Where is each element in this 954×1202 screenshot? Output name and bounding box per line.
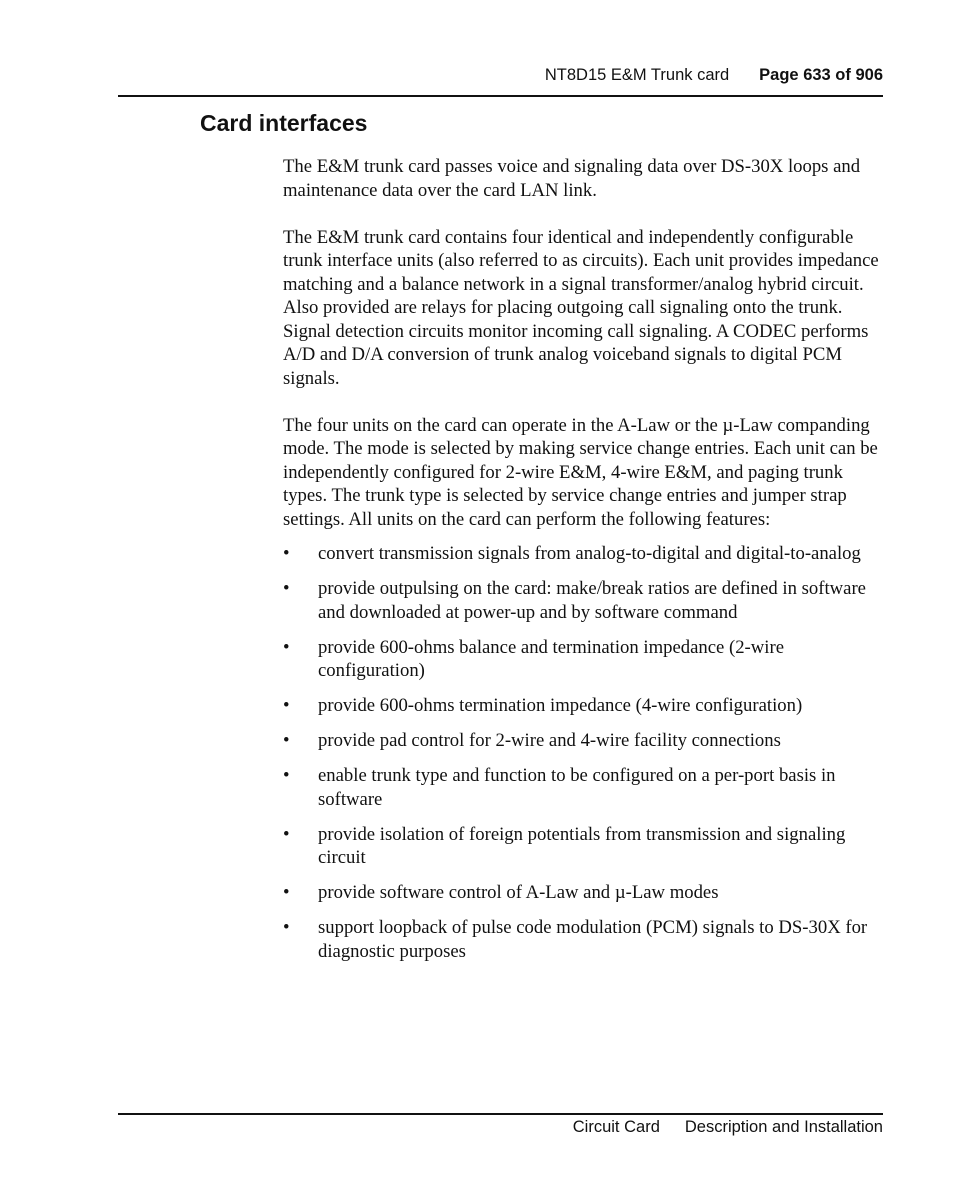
- list-item-text: provide 600-ohms termination impedance (4-wire configuration): [318, 695, 803, 716]
- list-item-text: enable trunk type and function to be configured on a per-port basis in software: [318, 765, 836, 810]
- footer-title: Description and Installation: [684, 1118, 883, 1136]
- bullet-icon: •: [283, 695, 290, 716]
- list-item: [283, 694, 887, 718]
- paragraph: The E&M trunk card contains four identical and independently configurable trunk interface units (also referred to as circuits). Each unit provides impedance matching and a balance network in a signal transformer/analog hybrid circuit. Also provided are relays for placing outgoing call signaling onto the trunk. Signal detection circuits monitor incoming call signaling. A CODEC performs A/D and D/A conversion of trunk analog voiceband signals to digital PCM signals.: [283, 226, 879, 389]
- list-item: [283, 823, 887, 870]
- feature-list: [283, 542, 887, 963]
- list-item-text: provide software control of A-Law and µ-Law modes: [318, 882, 719, 903]
- bullet-icon: •: [283, 765, 290, 786]
- list-item: [283, 577, 887, 624]
- list-item-text: provide pad control for 2-wire and 4-wire facility connections: [318, 730, 781, 751]
- list-item: [283, 881, 887, 905]
- page-number: Page 633 of 906: [759, 66, 883, 84]
- bullet-icon: •: [283, 543, 290, 564]
- header-rule: [118, 95, 883, 97]
- footer-category: Circuit Card: [572, 1118, 660, 1136]
- bullet-icon: •: [283, 823, 290, 845]
- bullet-icon: •: [283, 636, 290, 658]
- list-item-text: provide isolation of foreign potentials from transmission and signaling circuit: [318, 823, 846, 868]
- section-heading: Card interfaces: [200, 110, 368, 136]
- paragraph: The E&M trunk card passes voice and signaling data over DS-30X loops and maintenance data over the card LAN link.: [283, 156, 861, 201]
- list-item: [283, 916, 887, 963]
- bullet-icon: •: [283, 882, 290, 903]
- list-item: [283, 542, 887, 566]
- page-header: [118, 66, 883, 85]
- bullet-icon: •: [283, 730, 290, 751]
- list-item-text: provide 600-ohms balance and termination impedance (2-wire configuration): [318, 636, 784, 681]
- bullet-icon: •: [283, 578, 290, 599]
- section-body: [283, 155, 887, 975]
- paragraph: The four units on the card can operate in the A-Law or the µ-Law companding mode. The mode is selected by making service change entries. Each unit can be independently configured for 2-wire E&M, 4-wire E&M, and paging trunk types. The trunk type is selected by service change entries and jumper strap settings. All units on the card can perform the following features:: [283, 414, 878, 530]
- bullet-icon: •: [283, 917, 290, 938]
- document-title: NT8D15 E&M Trunk card: [544, 66, 730, 84]
- footer-rule: [118, 1113, 883, 1115]
- list-item-text: convert transmission signals from analog-to-digital and digital-to-analog: [318, 543, 861, 564]
- list-item: [283, 764, 887, 811]
- list-item: [283, 636, 887, 683]
- list-item-text: provide outpulsing on the card: make/break ratios are defined in software and downloaded at power-up and by software command: [318, 578, 866, 623]
- list-item: [283, 729, 887, 753]
- page-footer: [118, 1118, 883, 1137]
- list-item-text: support loopback of pulse code modulation (PCM) signals to DS-30X for diagnostic purposes: [318, 917, 868, 962]
